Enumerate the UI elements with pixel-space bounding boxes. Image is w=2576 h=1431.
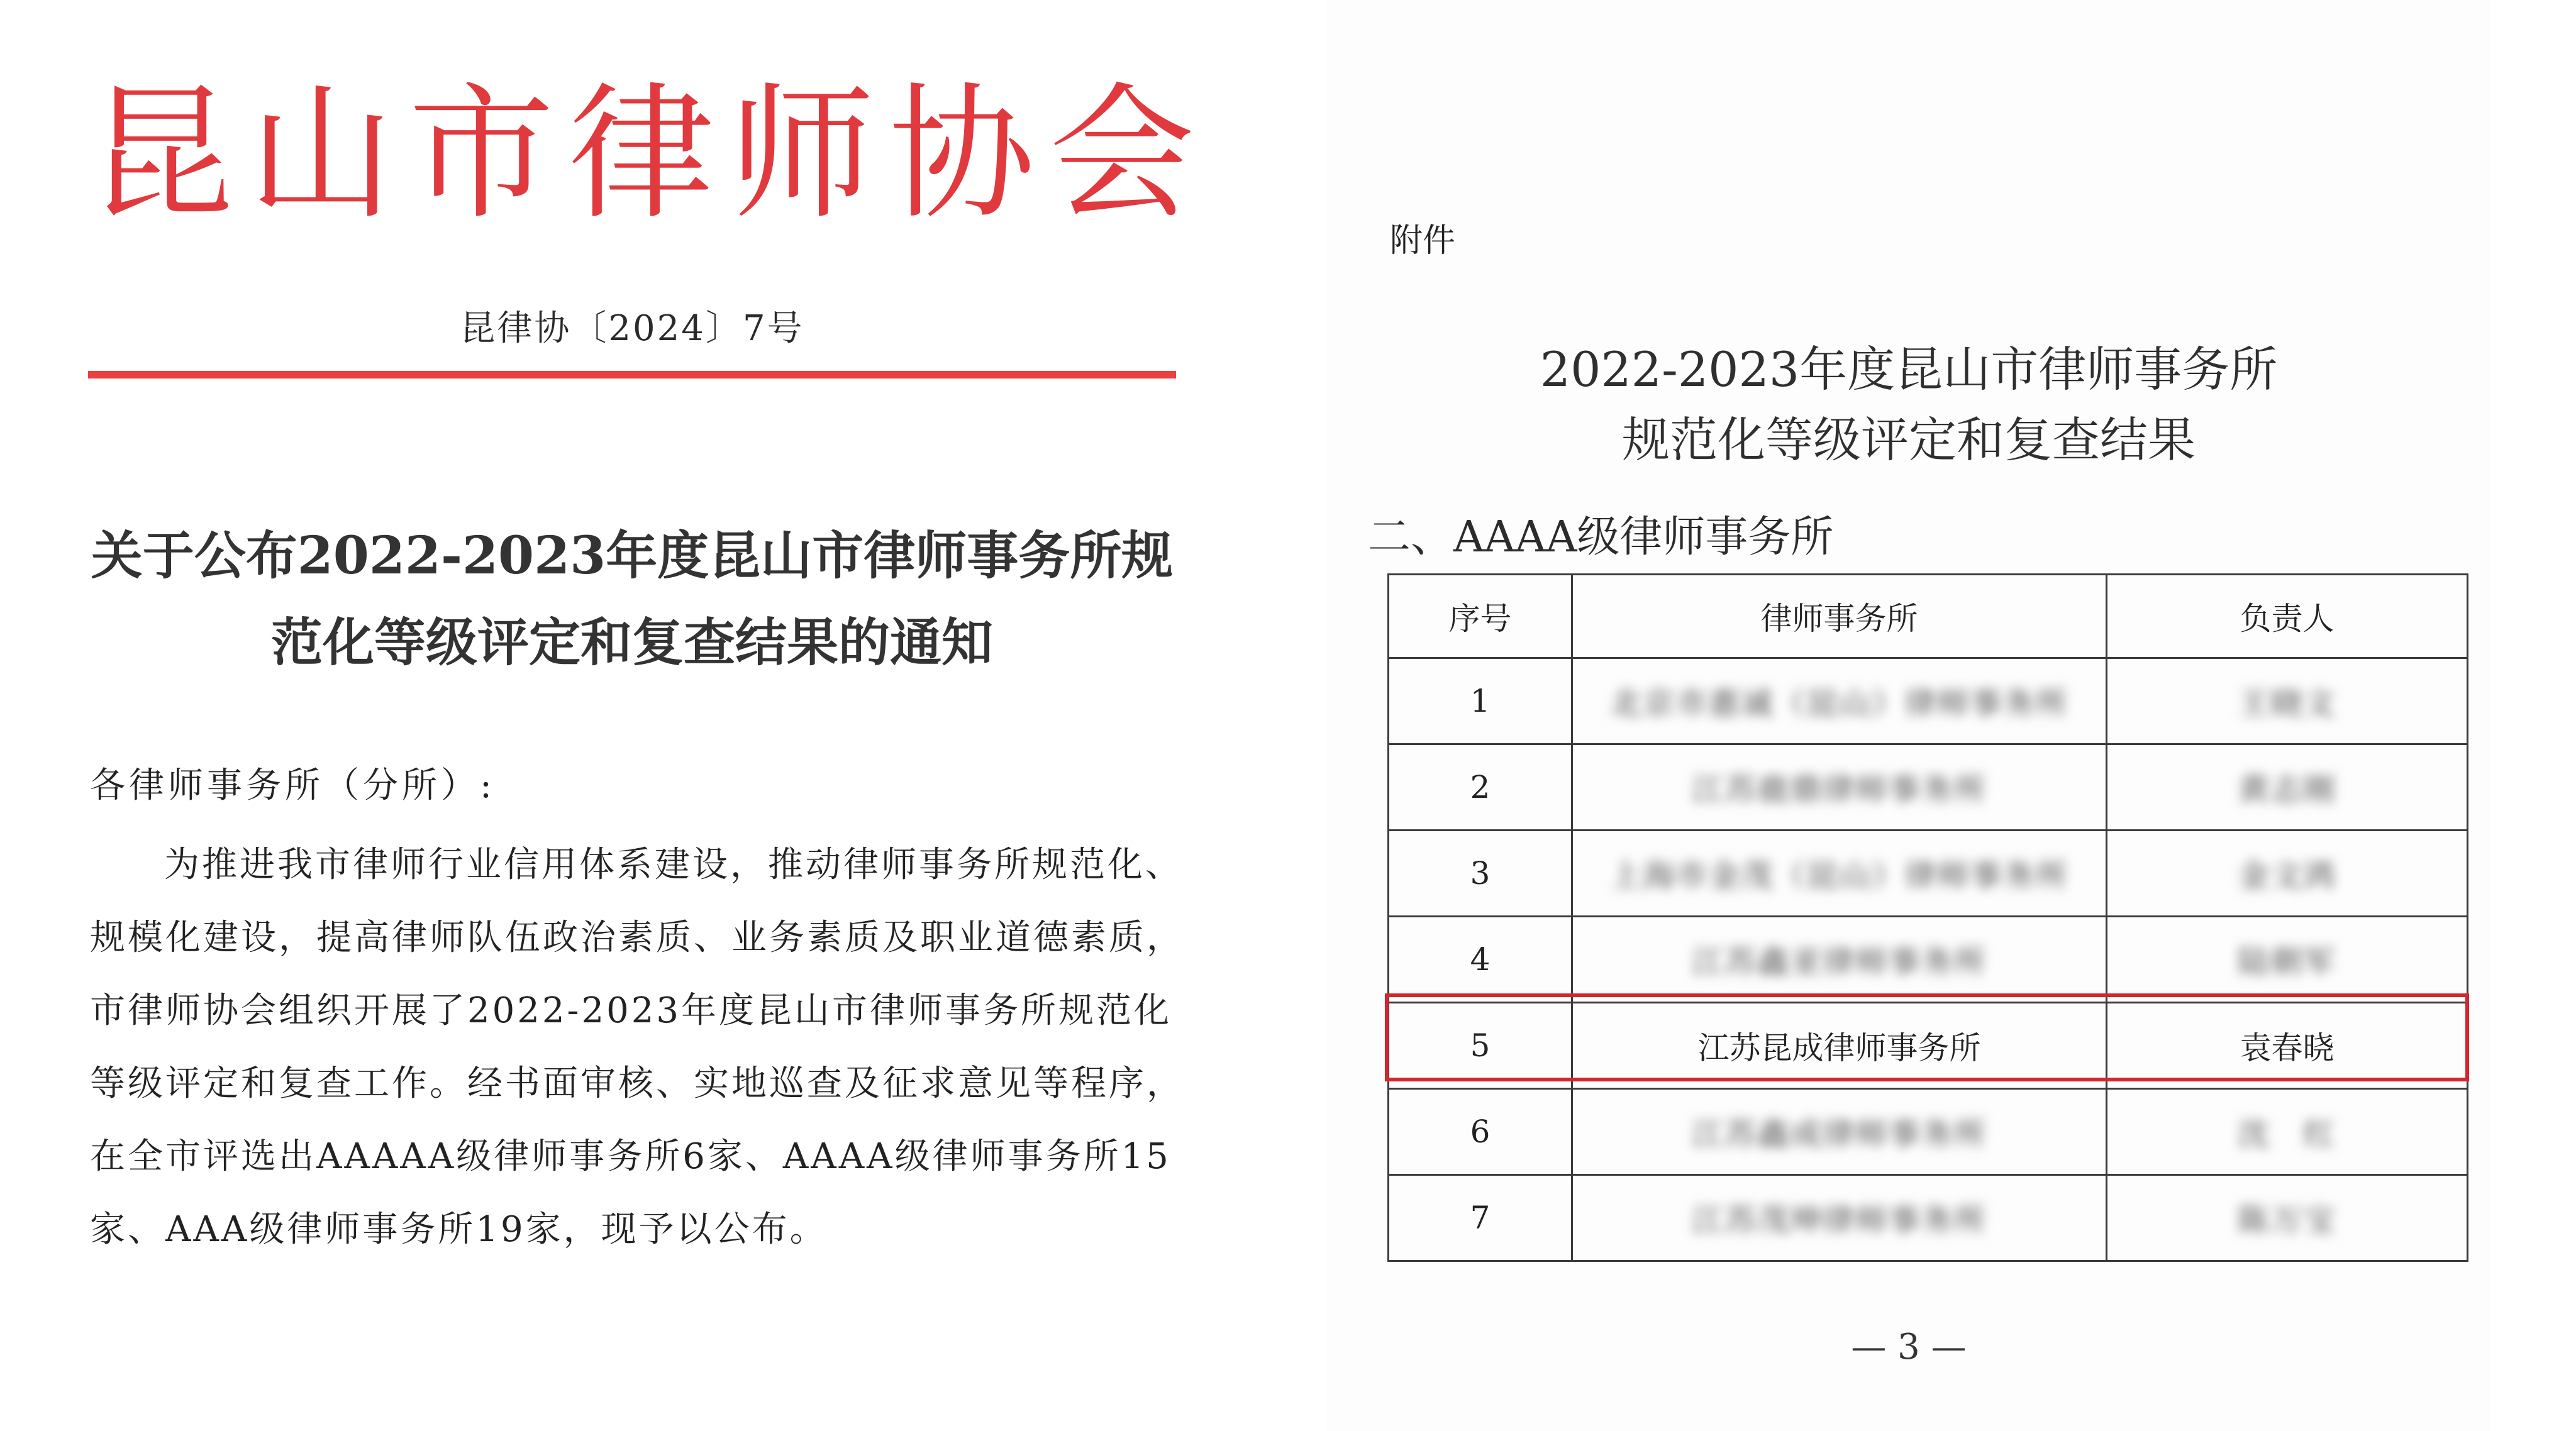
header-lead: 负责人 [2107,575,2468,658]
table-body [1389,658,2468,1261]
masthead-char: 会 [1048,69,1195,239]
header-firm: 律师事务所 [1572,575,2107,658]
cell-no: 7 [1389,1175,1572,1261]
masthead-char: 市 [408,69,555,239]
masthead-char: 师 [728,69,875,239]
attachment-label: 附件 [1390,222,1456,260]
table-row [1389,658,2468,744]
masthead-char: 协 [889,69,1035,239]
results-table [1387,573,2467,1246]
masthead-title [88,60,1195,248]
results-title-line: 2022-2023年度昆山市律师事务所 [1540,341,2278,397]
cell-lead: 金文鸿 [2107,831,2468,917]
cell-firm: 江苏鑫成律师事务所 [1572,1089,2107,1175]
notice-body: 为推进我市律师行业信用体系建设，推动律师事务所规范化、规模化建设，提高律师队伍政治素质、业务素质及职业道德素质，市律师协会组织开展了2022-2023年度昆山市律师事务所规范化等级评定和复查工作。经书面审核、实地巡查及征求意见等程序，在全市评选出AAAAA级律师事务所6家、AAAA级律师事务所15家、AAA级律师事务所19家，现予以公布。 [90,844,1184,1250]
masthead-char: 昆 [88,69,235,239]
cell-lead: 袁春晓 [2107,1003,2468,1089]
cell-firm: 北京市惠诚（昆山）律师事务所 [1572,658,2107,744]
table-row [1389,744,2468,831]
table-header-row [1389,575,2468,658]
cell-no: 3 [1389,831,1572,917]
cell-lead: 王晓文 [2107,658,2468,744]
cell-firm: 江苏鹿鼎律师事务所 [1572,744,2107,831]
results-title-line: 规范化等级评定和复查结果 [1622,412,2196,468]
table-row [1389,1089,2468,1175]
table-row [1389,831,2468,917]
cell-no: 2 [1389,744,1572,831]
cell-lead: 沈 红 [2107,1089,2468,1175]
section-heading: 二、AAAA级律师事务所 [1368,512,1834,562]
notice-title-line: 范化等级评定和复查结果的通知 [270,612,993,673]
page-number: — 3 — [1851,1327,1967,1367]
masthead-char: 山 [248,69,394,239]
red-divider [88,371,1176,378]
document-number: 昆律协〔2024〕7号 [460,308,804,349]
cell-no: 6 [1389,1089,1572,1175]
cell-no: 4 [1389,917,1572,1003]
notice-title [88,512,1176,686]
cell-no: 1 [1389,658,1572,744]
table-row [1389,1175,2468,1261]
cell-firm: 上海市金茂（昆山）律师事务所 [1572,831,2107,917]
cell-firm: 江苏鑫亚律师事务所 [1572,917,2107,1003]
cell-lead: 黄志刚 [2107,744,2468,831]
cell-lead: 陈万宝 [2107,1175,2468,1261]
salutation: 各律师事务所（分所）: [90,765,496,806]
header-no: 序号 [1389,575,1572,658]
results-title [1327,334,2490,475]
masthead-char: 律 [568,69,714,239]
cell-firm: 江苏茂坤律师事务所 [1572,1175,2107,1261]
cell-lead: 陆朝军 [2107,917,2468,1003]
notice-title-line: 关于公布2022-2023年度昆山市律师事务所规 [91,526,1174,586]
attachment-page [1327,0,2490,1431]
table-row [1389,1003,2468,1089]
table-row [1389,917,2468,1003]
cell-firm: 江苏昆成律师事务所 [1572,1003,2107,1089]
cell-no: 5 [1389,1003,1572,1089]
